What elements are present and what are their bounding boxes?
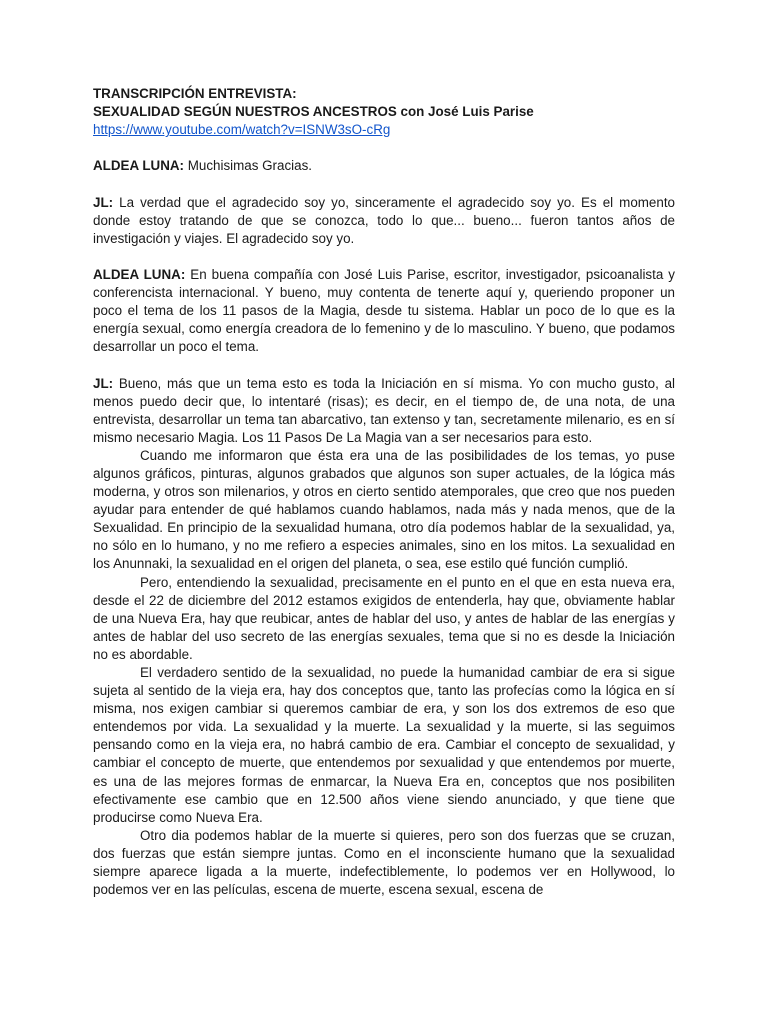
dialogue-text: La verdad que el agradecido soy yo, sinceramente el agradecido soy yo. Es el momento donde estoy tratando de que se conozca, todo lo que... bueno... fueron tantos años de investigación y viajes. El agradecido soy yo. — [93, 194, 675, 246]
speaker-label: JL: — [93, 375, 114, 391]
dialogue-block — [93, 375, 675, 447]
document-title-line-1: TRANSCRIPCIÓN ENTREVISTA: — [93, 86, 297, 101]
dialogue-block — [93, 157, 675, 175]
speaker-label: ALDEA LUNA: — [93, 158, 184, 174]
document-page — [93, 85, 675, 899]
continuation-paragraph: Cuando me informaron que ésta era una de las posibilidades de los temas, yo puse algunos gráficos, pinturas, algunos grabados que algunos son super actuales, de la lógica más moderna, y otros son milenarios, y otros en cierto sentido atemporales, que creo que nos pueden ayudar para entender de qué hablamos cuando hablamos, nada más y nada menos, que de la Sexualidad. En principio de la sexualidad humana, otro día podemos hablar de la sexualidad, ya, no sólo en lo humano, y no me refiero a especies animales, sino en los mitos. La sexualidad en los Anunnaki, la sexualidad en el origen del planeta, o sea, ese estilo qué función cumplió. — [93, 447, 675, 572]
dialogue-text: En buena compañía con José Luis Parise, escritor, investigador, psicoanalista y conferencista internacional. Y bueno, muy contenta de tenerte aquí y, queriendo proponer un poco el tema de los 11 pasos de la Magia, desde tu sistema. Hablar un poco de lo que es la energía sexual, como energía creadora de lo femenino y de lo masculino. Y bueno, que podamos desarrollar un poco el tema. — [93, 266, 675, 355]
dialogue-text: Muchisimas Gracias. — [184, 158, 312, 174]
youtube-link[interactable]: https://www.youtube.com/watch?v=ISNW3sO-cRg — [93, 122, 391, 138]
dialogue-text: Bueno, más que un tema esto es toda la Iniciación en sí misma. Yo con mucho gusto, al menos puedo decir que, lo intentaré (risas); es decir, en el tiempo de, de una nota, de una entrevista, desarrollar un tema tan abarcativo, tan extenso y tan, secretamente milenario, es en sí mismo necesario Magia. Los 11 Pasos De La Magia van a ser necesarios para esto. — [93, 375, 675, 445]
continuation-paragraph: El verdadero sentido de la sexualidad, no puede la humanidad cambiar de era si sigue sujeta al sentido de la vieja era, hay dos conceptos que, tanto las profecías como la lógica en sí misma, nos exigen cambiar si queremos cambiar de era, y son los dos extremos de eso que entendemos por vida. La sexualidad y la muerte. La sexualidad y la muerte, si las seguimos pensando como en la vieja era, no habrá cambio de era. Cambiar el concepto de sexualidad, y cambiar el concepto de muerte, que entendemos por sexualidad y que entendemos por muerte, es una de las mejores formas de enmarcar, la Nueva Era en, conceptos que nos posibiliten efectivamente ese cambio que en 12.500 años viene siendo anunciado, y que tiene que producirse como Nueva Era. — [93, 665, 675, 825]
dialogue-block — [93, 266, 675, 356]
dialogue-block — [93, 194, 675, 248]
continuation-paragraph: Otro dia podemos hablar de la muerte si quieres, pero son dos fuerzas que se cruzan, dos fuerzas que están siempre juntas. Como en el inconsciente humano que la sexualidad siempre aparece ligada a la muerte, indefectiblemente, lo podemos ver en Hollywood, lo podemos ver en las películas, escena de muerte, escena sexual, escena de — [93, 827, 675, 898]
document-title-line-2: SEXUALIDAD SEGÚN NUESTROS ANCESTROS con José Luis Parise — [93, 104, 534, 120]
speaker-label: ALDEA LUNA: — [93, 266, 186, 282]
continuation-paragraph: Pero, entendiendo la sexualidad, precisamente en el punto en el que en esta nueva era, desde el 22 de diciembre del 2012 estamos exigidos de entenderla, hay que, obviamente hablar de una Nueva Era, hay que reubicar, antes de hablar del uso, y antes de hablar de las energías y antes de hablar del uso secreto de las energías sexuales, tema que si no es desde la Iniciación no es abordable. — [93, 574, 675, 662]
speaker-label: JL: — [93, 194, 114, 210]
